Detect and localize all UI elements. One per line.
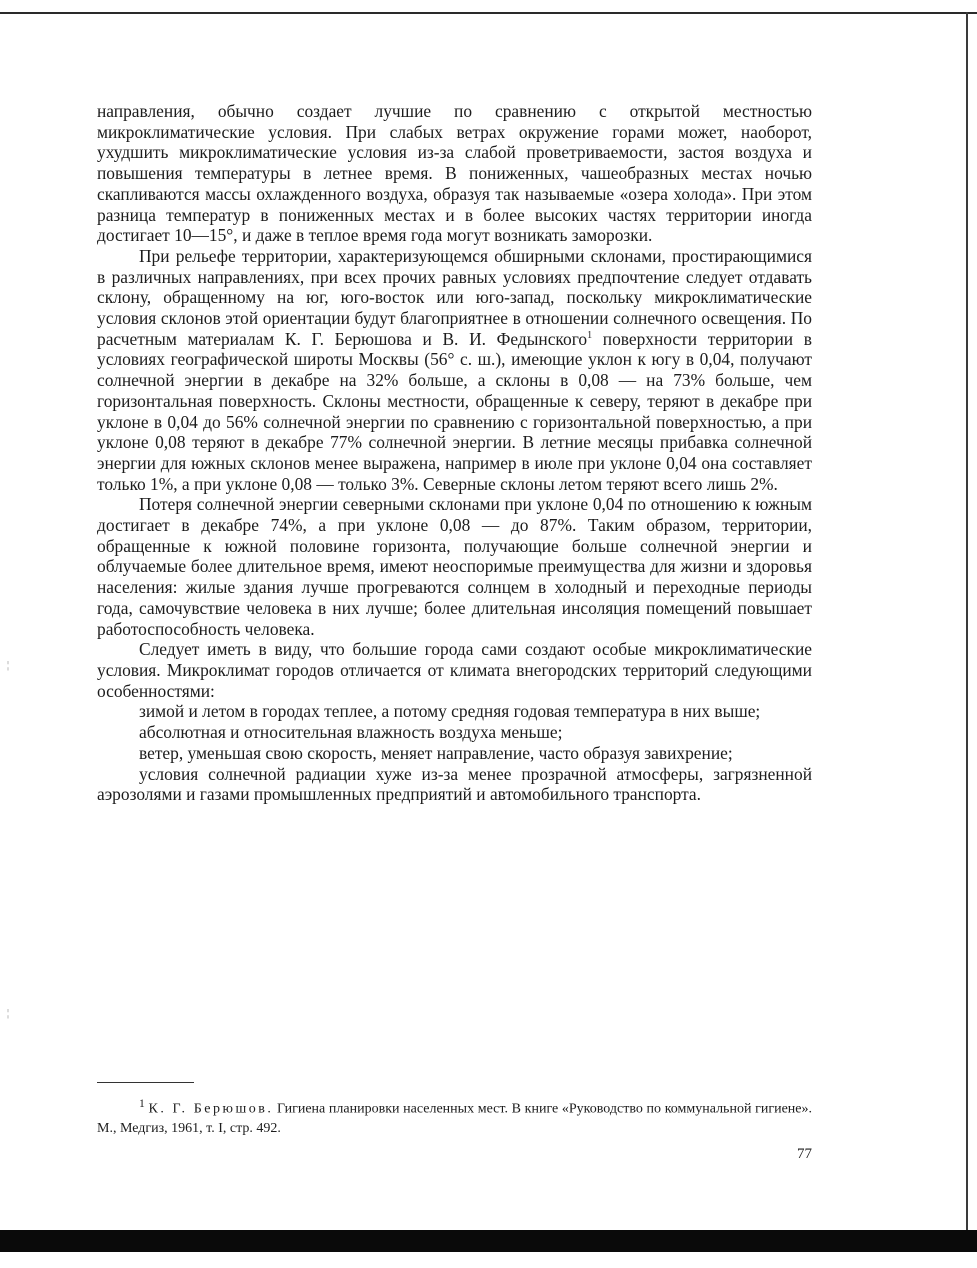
list-item-2: абсолютная и относительная влажность воздуха меньше; [139, 722, 563, 743]
footnote-marker: 1 [139, 1097, 145, 1110]
page-right-edge [966, 12, 968, 1230]
scan-bottom-edge [0, 1230, 977, 1252]
page-number: 77 [797, 1146, 812, 1162]
list-item-1: зимой и летом в городах теплее, а потому средняя годовая температура в них выше; [139, 701, 761, 722]
footnote-author: К. Г. Берюшов. [148, 1101, 274, 1117]
margin-tick-mark: ¦ [7, 660, 10, 671]
page-top-edge [0, 12, 977, 14]
footnote [97, 1094, 812, 1138]
paragraph-2 [97, 246, 812, 494]
footnote-reference: 1 [587, 329, 593, 341]
list-item-4: условия солнечной радиации хуже из-за менее прозрачной атмосферы, загрязненной аэрозолями и газами промышленных предприятий и автомобильного транспорта. [97, 763, 812, 805]
footnote-separator [97, 1082, 194, 1083]
paragraph-2-start: При рельефе территории, характеризующемся обширными склонами, простирающимися в различных направлениях, при всех прочих равных условиях предпочтение следует отдавать склону, обращенному на юг, юго-восток или юго-запад, поскольку микроклиматические условия склонов этой ориентации будут благоприятнее в отношении солнечного освещения. По расчетным материалам К. Г. Берюшова и В. И. Федынского [97, 245, 812, 349]
paragraph-4: Следует иметь в виду, что большие города сами создают особые микроклиматические условия. Микроклимат городов отличается от климата внегородских территорий следующими особенностями: [97, 639, 812, 701]
main-text [97, 101, 812, 805]
margin-tick-mark: ¦ [7, 1008, 10, 1019]
paragraph-2-end: поверхности территории в условиях географической широты Москвы (56° с. ш.), имеющие уклон к югу в 0,04, получают солнечной энергии в декабре на 32% больше, а склоны в 0,08 — на 73% больше, чем горизонтальная поверхность. Склоны местности, обращенные к северу, теряют в декабре при уклоне в 0,04 до 56% солнечной энергии по сравнению с горизонтальной поверхностью, а при уклоне 0,08 теряют в декабре 77% солнечной энергии. В летние месяцы прибавка солнечной энергии для южных склонов менее выражена, например в июле при уклоне 0,04 она составляет только 1%, а при уклоне 0,08 — только 3%. Северные склоны летом теряют всего лишь 2%. [97, 328, 812, 494]
paragraph-3: Потеря солнечной энергии северными склонами при уклоне 0,04 по отношению к южным достигает в декабре 74%, а при уклоне 0,08 — до 87%. Таким образом, территории, обращенные к южной половине горизонта, получающие больше солнечной энергии и облучаемые более длительное время, имеют неоспоримые преимущества для жизни и здоровья населения: жилые здания лучше прогреваются солнцем в холодный и переходные периоды года, самочувствие человека в них лучше; более длительная инсоляция помещений повышает работоспособность человека. [97, 494, 812, 639]
footnote-text: Гигиена планировки населенных мест. В книге «Руководство по коммунальной гигиене». М., Медгиз, 1961, т. I, стр. 492. [97, 1101, 813, 1136]
list-item-3: ветер, уменьшая свою скорость, меняет направление, часто образуя завихрение; [139, 742, 733, 763]
paragraph-1: направления, обычно создает лучшие по сравнению с открытой местностью микроклиматические условия. При слабых ветрах окружение горами может, наоборот, ухудшить микроклиматические условия из-за слабой проветриваемости, застоя воздуха и повышения температуры в летнее время. В пониженных, чашеобразных местах ночью скапливаются массы охлажденного воздуха, образуя так называемые «озера холода». При этом разница температур в пониженных местах и в более высоких частях территории иногда достигает 10—15°, и даже в теплое время года могут возникать заморозки. [97, 101, 812, 246]
